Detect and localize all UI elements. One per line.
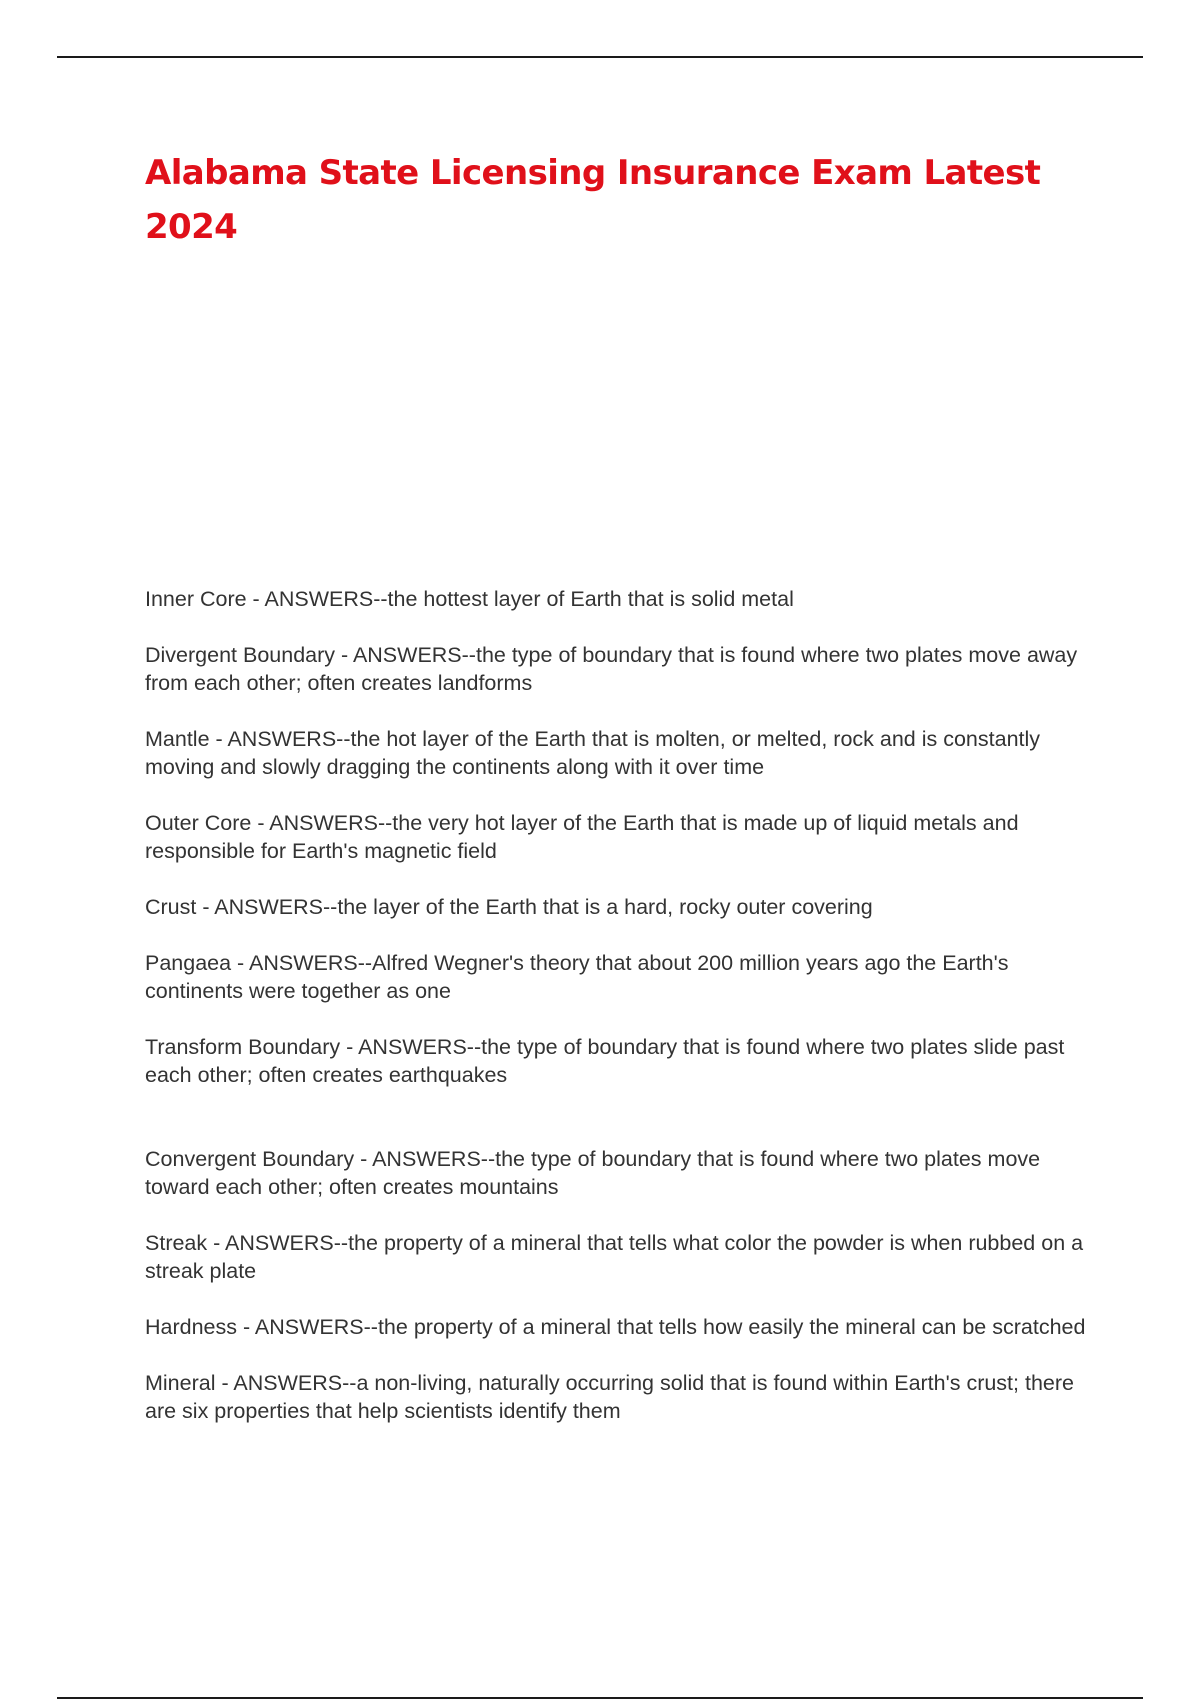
list-item: Mineral - ANSWERS--a non-living, naturally occurring solid that is found within Earth's crust; there are six properties that help scientists identify them (145, 1371, 1074, 1423)
list-item: Hardness - ANSWERS--the property of a mineral that tells how easily the mineral can be scratched (145, 1315, 1086, 1339)
flashcard-list (145, 585, 1095, 1425)
list-item: Crust - ANSWERS--the layer of the Earth that is a hard, rocky outer covering (145, 895, 873, 919)
document-title: Alabama State Licensing Insurance Exam Latest 2024 (145, 153, 1041, 247)
list-item: Mantle - ANSWERS--the hot layer of the Earth that is molten, or melted, rock and is constantly moving and slowly dragging the continents along with it over time (145, 727, 1041, 779)
list-item: Divergent Boundary - ANSWERS--the type of boundary that is found where two plates move away from each other; often creates landforms (145, 643, 1078, 695)
header-rule (57, 56, 1143, 58)
list-item: Inner Core - ANSWERS--the hottest layer of Earth that is solid metal (145, 587, 794, 611)
list-item: Outer Core - ANSWERS--the very hot layer of the Earth that is made up of liquid metals and responsible for Earth's magnetic field (145, 811, 1019, 863)
list-item: Transform Boundary - ANSWERS--the type of boundary that is found where two plates slide past each other; often creates earthquakes (145, 1035, 1065, 1087)
footer-rule (57, 1697, 1143, 1699)
list-item: Pangaea - ANSWERS--Alfred Wegner's theory that about 200 million years ago the Earth's continents were together as one (145, 951, 1009, 1003)
list-item: Convergent Boundary - ANSWERS--the type of boundary that is found where two plates move toward each other; often creates mountains (145, 1147, 1041, 1199)
list-item: Streak - ANSWERS--the property of a mineral that tells what color the powder is when rubbed on a streak plate (145, 1231, 1084, 1283)
